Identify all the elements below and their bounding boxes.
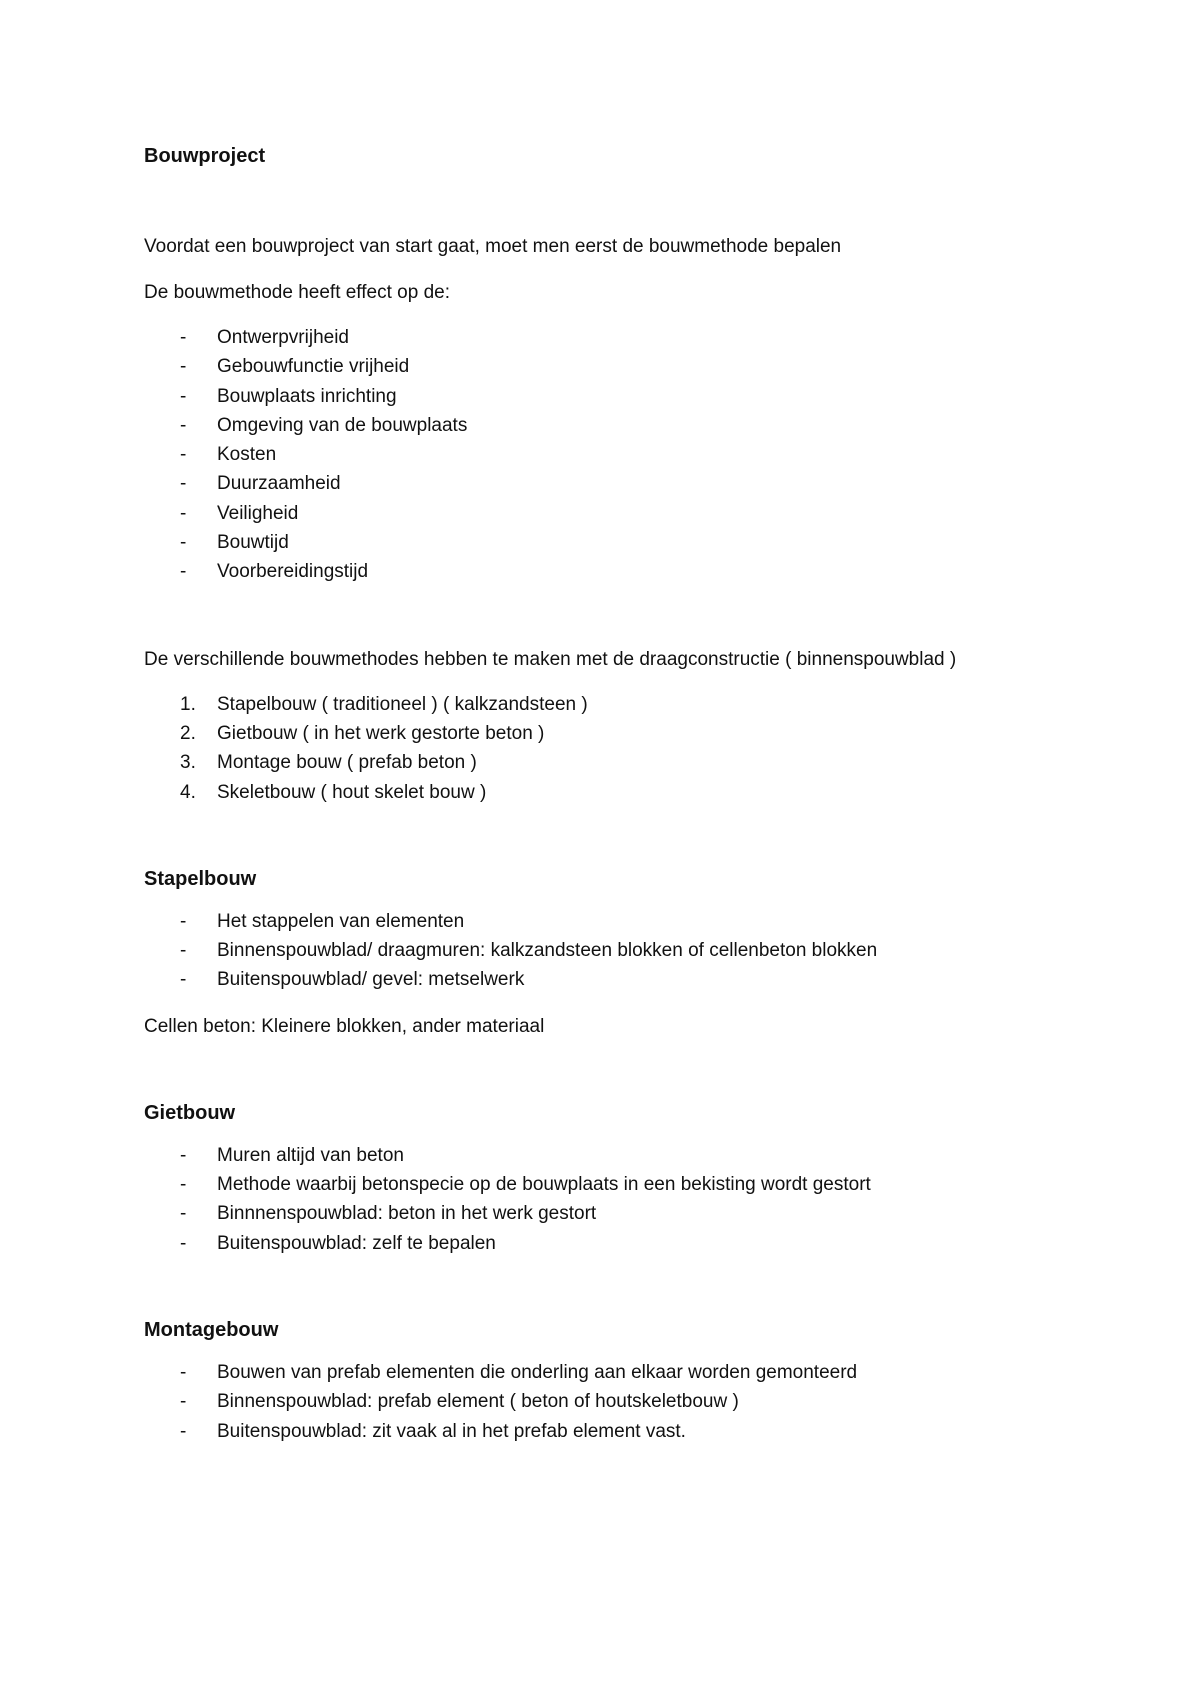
bullet-dash: - <box>180 1232 187 1254</box>
list-item-text: Binnenspouwblad/ draagmuren: kalkzandsteen blokken of cellenbeton blokken <box>217 940 878 962</box>
list-item-text: Montage bouw ( prefab beton ) <box>217 752 477 774</box>
section-heading-montagebouw: Montagebouw <box>144 1318 279 1341</box>
bullet-dash: - <box>180 1203 187 1225</box>
list-item <box>144 1170 1064 1199</box>
list-item-text: Stapelbouw ( traditioneel ) ( kalkzandsteen ) <box>217 693 588 715</box>
list-item <box>144 965 1064 994</box>
bullet-dash: - <box>180 473 187 495</box>
list-item-text: Bouwen van prefab elementen die onderling aan elkaar worden gemonteerd <box>217 1361 858 1383</box>
bullet-dash: - <box>180 327 187 348</box>
list-item <box>144 557 1064 586</box>
bullet-dash: - <box>180 444 187 466</box>
list-item-text: Het stappelen van elementen <box>217 910 465 932</box>
intro-paragraph: Voordat een bouwproject van start gaat, moet men eerst de bouwmethode bepalen <box>144 236 842 257</box>
section-note: Cellen beton: Kleinere blokken, ander materiaal <box>144 1015 545 1037</box>
list-item-text: Bouwtijd <box>217 532 289 554</box>
list-item-text: Duurzaamheid <box>217 473 341 495</box>
list-item-text: Binnenspouwblad: prefab element ( beton of houtskeletbouw ) <box>217 1391 739 1413</box>
methods-intro-paragraph: De verschillende bouwmethodes hebben te maken met de draagconstructie ( binnenspouwblad ) <box>144 648 957 670</box>
section-heading-stapelbouw: Stapelbouw <box>144 867 257 890</box>
section-list <box>144 907 1064 995</box>
bullet-dash: - <box>180 414 187 436</box>
list-item <box>144 469 1064 498</box>
intro-paragraph: De bouwmethode heeft effect op de: <box>144 282 450 303</box>
bullet-dash: - <box>180 356 187 378</box>
list-item <box>144 1387 1064 1416</box>
list-item <box>144 690 1064 719</box>
list-item <box>144 1358 1064 1387</box>
effects-list <box>144 323 1064 587</box>
list-item-text: Kosten <box>217 444 277 466</box>
list-item-text: Veiligheid <box>217 502 299 524</box>
list-item <box>144 1141 1064 1170</box>
section-list <box>144 1141 1064 1258</box>
list-item-text: Bouwplaats inrichting <box>217 385 397 407</box>
list-item <box>144 1229 1064 1258</box>
list-item <box>144 748 1064 777</box>
bullet-dash: - <box>180 532 187 554</box>
list-item <box>144 1417 1064 1446</box>
section-heading-gietbouw: Gietbouw <box>144 1101 236 1124</box>
bullet-dash: - <box>180 1361 187 1383</box>
bullet-dash: - <box>180 502 187 524</box>
list-item-text: Ontwerpvrijheid <box>217 327 349 348</box>
list-item-text: Gebouwfunctie vrijheid <box>217 356 410 378</box>
list-item <box>144 499 1064 528</box>
list-item-text: Methode waarbij betonspecie op de bouwplaats in een bekisting wordt gestort <box>217 1174 871 1196</box>
list-item-text: Binnnenspouwblad: beton in het werk gestort <box>217 1203 597 1225</box>
list-number: 1. <box>180 693 196 715</box>
methods-list <box>144 690 1064 807</box>
list-item <box>144 352 1064 381</box>
section-list <box>144 1358 1064 1446</box>
list-item-text: Omgeving van de bouwplaats <box>217 414 468 436</box>
list-item-text: Skeletbouw ( hout skelet bouw ) <box>217 781 487 803</box>
list-number: 3. <box>180 752 196 774</box>
list-item-text: Buitenspouwblad: zit vaak al in het prefab element vast. <box>217 1420 686 1442</box>
bullet-dash: - <box>180 940 187 962</box>
list-item <box>144 528 1064 557</box>
list-item-text: Muren altijd van beton <box>217 1144 404 1166</box>
list-item <box>144 1199 1064 1228</box>
list-item-text: Buitenspouwblad/ gevel: metselwerk <box>217 969 525 991</box>
bullet-dash: - <box>180 910 187 932</box>
list-item-text: Buitenspouwblad: zelf te bepalen <box>217 1232 496 1254</box>
bullet-dash: - <box>180 969 187 991</box>
bullet-dash: - <box>180 1174 187 1196</box>
list-item-text: Gietbouw ( in het werk gestorte beton ) <box>217 722 545 744</box>
list-item <box>144 411 1064 440</box>
list-item-text: Voorbereidingstijd <box>217 561 369 583</box>
bullet-dash: - <box>180 561 187 583</box>
bullet-dash: - <box>180 1420 187 1442</box>
bullet-dash: - <box>180 1144 187 1166</box>
list-number: 4. <box>180 781 196 803</box>
list-item <box>144 382 1064 411</box>
bullet-dash: - <box>180 1391 187 1413</box>
list-item <box>144 440 1064 469</box>
list-item <box>144 907 1064 936</box>
bullet-dash: - <box>180 385 187 407</box>
list-item <box>144 719 1064 748</box>
document-body <box>144 140 1064 1446</box>
list-number: 2. <box>180 722 196 744</box>
document-title: Bouwproject <box>144 145 266 167</box>
list-item <box>144 323 1064 352</box>
list-item <box>144 778 1064 807</box>
list-item <box>144 936 1064 965</box>
